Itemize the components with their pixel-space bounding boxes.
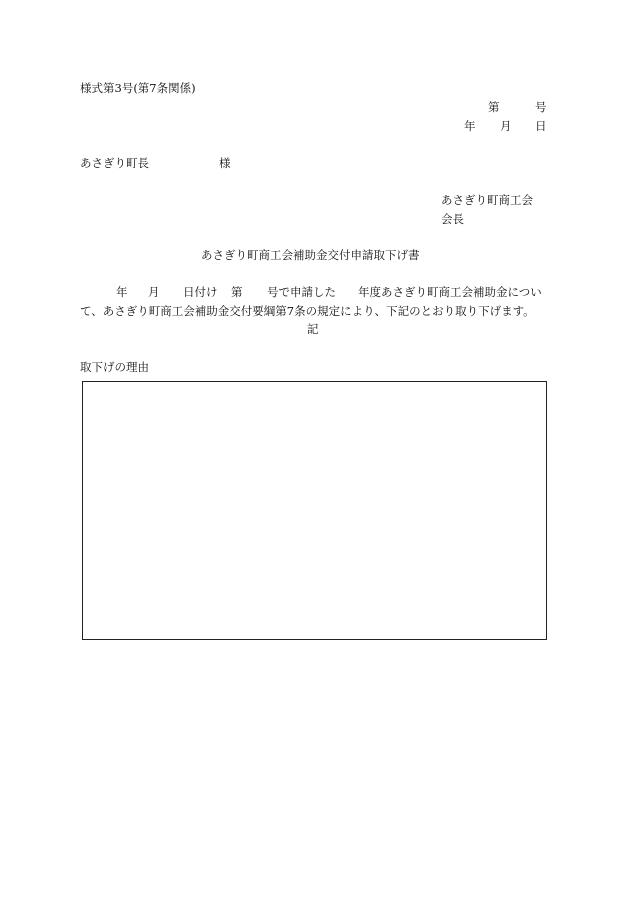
date-month: 月 bbox=[500, 119, 512, 133]
body-month: 月 bbox=[148, 285, 160, 299]
sender-title: 会長 bbox=[441, 212, 464, 226]
body-day-dated: 日付け bbox=[183, 285, 218, 299]
addressee-name: あさぎり町長 bbox=[80, 156, 149, 170]
document-title: あさぎり町商工会補助金交付申請取下げ書 bbox=[201, 248, 420, 262]
form-label: 様式第3号(第7条関係) bbox=[80, 81, 196, 95]
addressee-honorific: 様 bbox=[219, 156, 231, 170]
ki-label: 記 bbox=[307, 322, 319, 336]
body-applied: 号で申請した bbox=[267, 285, 336, 299]
reason-text bbox=[83, 382, 546, 394]
body-year: 年 bbox=[116, 285, 128, 299]
date-year: 年 bbox=[464, 119, 476, 133]
reason-box[interactable] bbox=[82, 381, 547, 640]
body-line2: て、あさぎり町商工会補助金交付要綱第7条の規定により、下記のとおり取り下げます。 bbox=[80, 304, 535, 318]
body-dai: 第 bbox=[231, 285, 243, 299]
date-day: 日 bbox=[535, 119, 547, 133]
doc-number-dai: 第 bbox=[488, 100, 500, 114]
doc-number-go: 号 bbox=[535, 100, 547, 114]
reason-label: 取下げの理由 bbox=[80, 360, 149, 374]
sender-org: あさぎり町商工会 bbox=[441, 193, 533, 207]
body-line1-rest: 年度あさぎり町商工会補助金につい bbox=[358, 285, 542, 299]
